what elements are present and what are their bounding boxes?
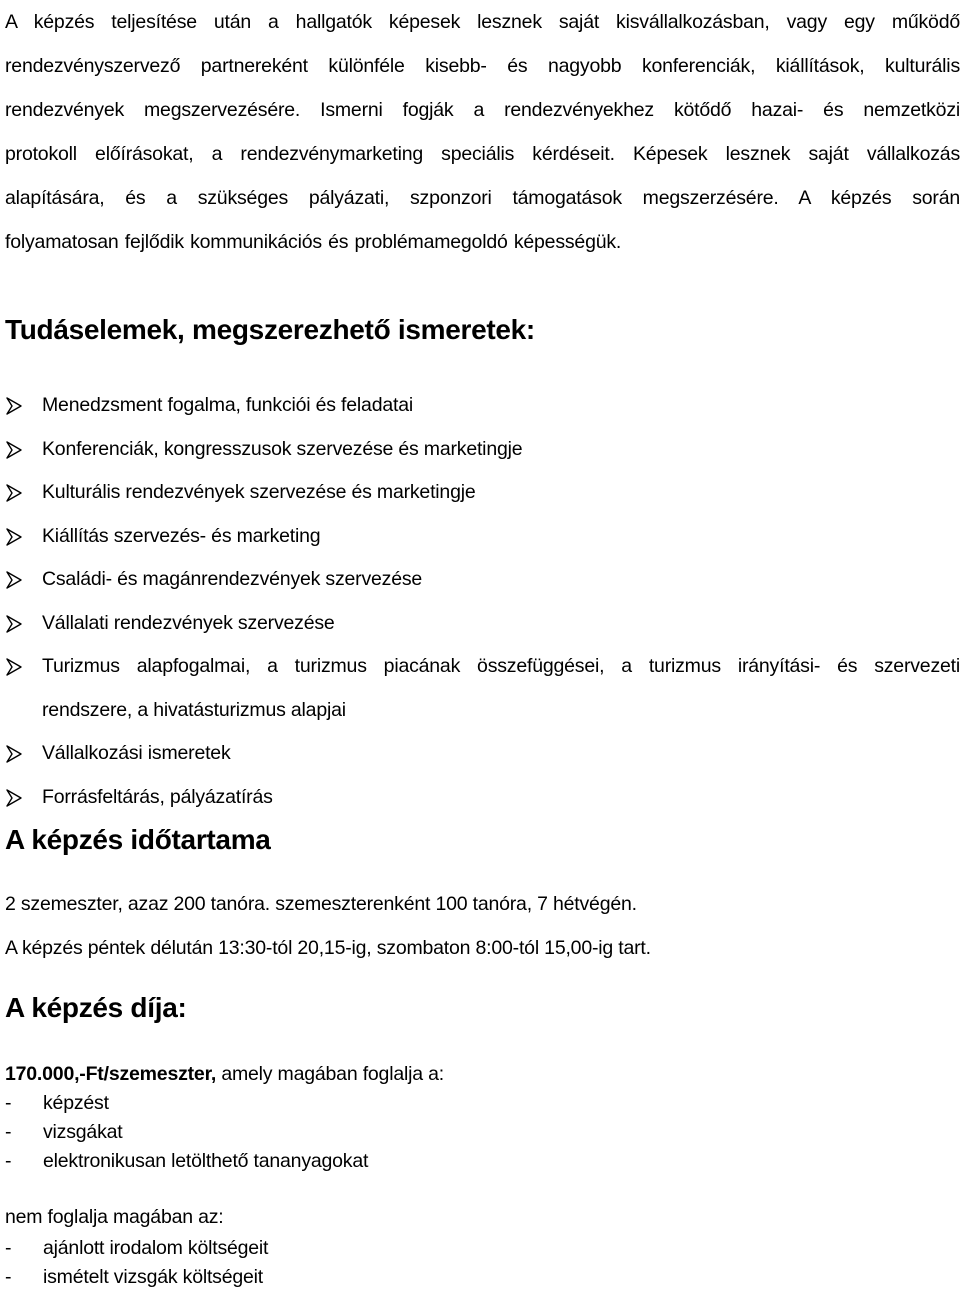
list-item-text: Családi- és magánrendezvények szervezése xyxy=(42,568,423,590)
list-item-text: Vállalkozási ismeretek xyxy=(42,742,231,764)
list-item xyxy=(5,645,960,732)
list-item xyxy=(5,1118,368,1147)
arrowhead-bullet-icon xyxy=(5,745,23,763)
fee-heading: A képzés díja: xyxy=(5,992,187,1023)
list-item-text: Kiállítás szervezés- és marketing xyxy=(42,524,321,547)
list-item-text: ismételt vizsgák költségeit xyxy=(43,1266,264,1288)
list-item-text: Konferenciák, kongresszusok szervezése és marketingje xyxy=(42,437,523,460)
list-item-text: Menedzsment fogalma, funkciói és feladatai xyxy=(42,394,413,416)
list-item xyxy=(5,776,960,820)
list-item-text: Kulturális rendezvények szervezése és marketingje xyxy=(42,481,476,503)
list-item xyxy=(5,1089,368,1118)
arrowhead-bullet-icon xyxy=(5,441,23,459)
intro-line: rendezvényszervező partnereként különféle kisebb- és nagyobb konferenciák, kiállítások, kulturális xyxy=(5,55,960,77)
list-item-text: képzést xyxy=(43,1092,109,1114)
duration-line: 2 szemeszter, azaz 200 tanóra. szemeszterenként 100 tanóra, 7 hétvégén. xyxy=(5,893,637,915)
fee-price: 170.000,-Ft/szemeszter, xyxy=(5,1063,217,1085)
included-list xyxy=(5,1089,368,1176)
duration-heading: A képzés időtartama xyxy=(5,824,271,855)
list-item xyxy=(5,558,960,602)
dash-bullet: - xyxy=(5,1150,12,1172)
intro-line: rendezvények megszervezésére. Ismerni fogják a rendezvényekhez kötődő hazai- és nemzetközi xyxy=(5,99,960,121)
arrowhead-bullet-icon xyxy=(5,658,23,676)
intro-line: A képzés teljesítése után a hallgatók képesek lesznek saját kisvállalkozásban, vagy egy működő xyxy=(5,11,960,33)
list-item xyxy=(5,428,960,472)
excluded-list xyxy=(5,1234,268,1292)
knowledge-list xyxy=(5,384,960,819)
dash-bullet: - xyxy=(5,1237,12,1259)
list-item-text: vizsgákat xyxy=(43,1121,123,1143)
arrowhead-bullet-icon xyxy=(5,397,23,415)
list-item-text: ajánlott irodalom költségeit xyxy=(43,1237,269,1259)
arrowhead-bullet-icon xyxy=(5,789,23,807)
excluded-label: nem foglalja magában az: xyxy=(5,1206,224,1228)
list-item xyxy=(5,1263,268,1292)
intro-line: protokoll előírásokat, a rendezvénymarketing speciális kérdéseit. Képesek lesznek saját vállalkozás xyxy=(5,143,960,165)
list-item-text: elektronikusan letölthető tananyagokat xyxy=(43,1150,369,1172)
arrowhead-bullet-icon xyxy=(5,484,23,502)
dash-bullet: - xyxy=(5,1266,12,1288)
list-item xyxy=(5,471,960,515)
list-item xyxy=(5,515,960,559)
intro-paragraph xyxy=(5,0,960,264)
list-item-line: Turizmus alapfogalmai, a turizmus piacának összefüggései, a turizmus irányítási- és szervezeti xyxy=(42,655,960,677)
schedule-line: A képzés péntek délután 13:30-tól 20,15-ig, szombaton 8:00-tól 15,00-ig tart. xyxy=(5,937,651,959)
list-item-text: Forrásfeltárás, pályázatírás xyxy=(42,785,273,808)
fee-line xyxy=(5,1063,444,1086)
list-item-text xyxy=(42,645,960,732)
dash-bullet: - xyxy=(5,1092,12,1114)
knowledge-heading: Tudáselemek, megszerezhető ismeretek: xyxy=(5,314,535,345)
document-page xyxy=(5,0,960,1288)
arrowhead-bullet-icon xyxy=(5,615,23,633)
list-item xyxy=(5,602,960,646)
list-item xyxy=(5,1147,368,1176)
list-item-text: Vállalati rendezvények szervezése xyxy=(42,611,335,634)
list-item-line: rendszere, a hivatásturizmus alapjai xyxy=(42,698,346,721)
arrowhead-bullet-icon xyxy=(5,528,23,546)
list-item xyxy=(5,384,960,428)
intro-line: alapítására, és a szükséges pályázati, szponzori támogatások megszerzésére. A képzés során xyxy=(5,187,960,209)
list-item xyxy=(5,732,960,776)
arrowhead-bullet-icon xyxy=(5,571,23,589)
fee-price-rest: amely magában foglalja a: xyxy=(216,1063,444,1085)
list-item xyxy=(5,1234,268,1263)
intro-line: folyamatosan fejlődik kommunikációs és problémamegoldó képességük. xyxy=(5,231,622,253)
dash-bullet: - xyxy=(5,1121,12,1143)
